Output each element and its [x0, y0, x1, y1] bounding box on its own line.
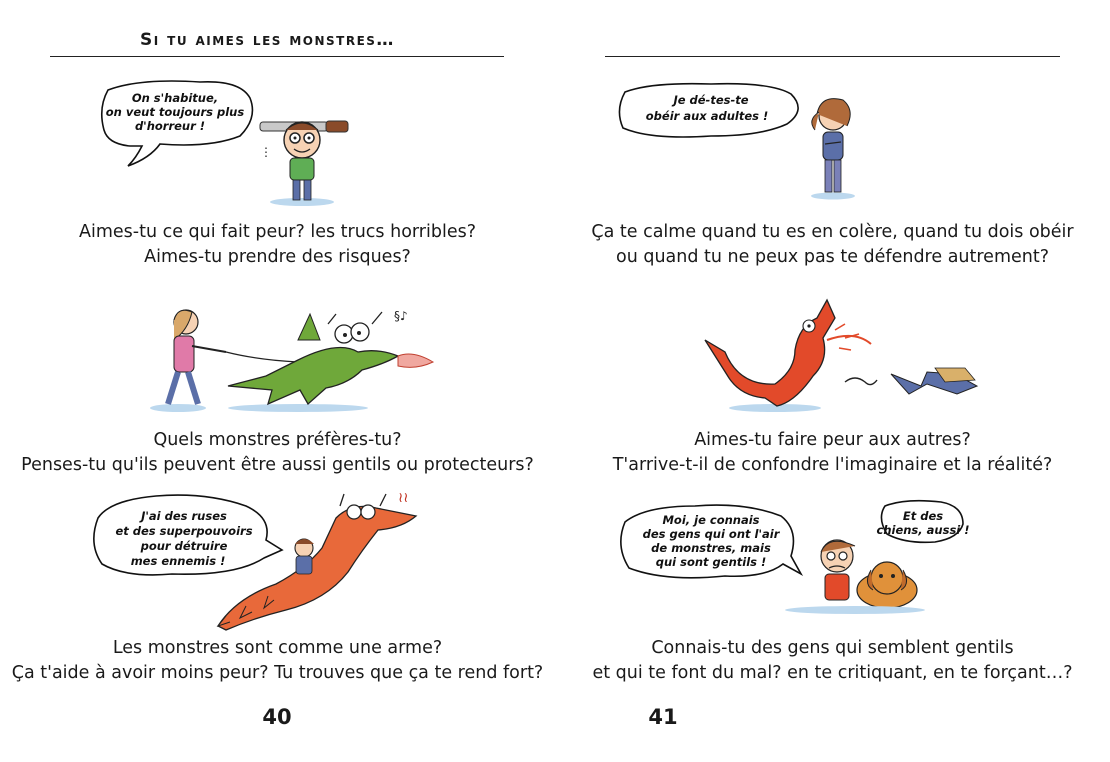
bubble-line: pour détruire — [140, 539, 228, 553]
illustration-boy-knife — [90, 78, 350, 213]
bubble-line: obéir aux adultes ! — [645, 109, 769, 123]
svg-text:§♪: §♪ — [394, 309, 408, 323]
question-block — [555, 220, 1110, 270]
question-line: Aimes-tu faire peur aux autres? — [694, 430, 971, 450]
bubble-line: chiens, aussi ! — [876, 523, 970, 537]
bubble-line: et des superpouvoirs — [115, 524, 253, 538]
question-line: Connais-tu des gens qui semblent gentils — [651, 638, 1014, 658]
svg-text:⋮: ⋮ — [260, 145, 272, 159]
question-block — [0, 428, 555, 478]
question-line: Quels monstres préfères-tu? — [153, 430, 402, 450]
question-block — [555, 428, 1110, 478]
illustration-girl-green-dragon — [148, 300, 438, 420]
svg-text:≀≀: ≀≀ — [398, 490, 409, 506]
question-line: T'arrive-t-il de confondre l'imaginaire et la réalité? — [612, 455, 1053, 475]
question-line: et qui te font du mal? en te critiquant, en te forçant…? — [592, 663, 1073, 683]
bubble-line: mes ennemis ! — [130, 554, 226, 568]
page-number: 41 — [648, 705, 678, 729]
illustration-boy-red-dragon — [86, 488, 446, 633]
bubble-line: J'ai des ruses — [141, 509, 227, 523]
header-rule — [605, 56, 1060, 57]
question-line: ou quand tu ne peux pas te défendre autrement? — [615, 247, 1050, 267]
running-head: Si tu aimes les monstres… — [140, 30, 395, 50]
bubble-line: Et des — [902, 509, 944, 523]
bubble-line: d'horreur ! — [134, 119, 206, 133]
question-line: Ça te calme quand tu es en colère, quand tu dois obéir — [591, 222, 1074, 242]
question-line: Aimes-tu ce qui fait peur? les trucs horribles? — [79, 222, 476, 242]
question-block — [555, 636, 1110, 686]
bubble-line: des gens qui ont l'air — [642, 527, 780, 541]
bubble-line: qui sont gentils ! — [655, 555, 767, 569]
bubble-line: de monstres, mais — [651, 541, 771, 555]
illustration-boy-and-dog — [615, 498, 1015, 628]
question-block — [0, 220, 555, 270]
question-line: Penses-tu qu'ils peuvent être aussi gentils ou protecteurs? — [21, 455, 534, 475]
page-number: 40 — [262, 705, 292, 729]
illustration-angry-girl — [611, 80, 931, 205]
illustration-red-dragon-scaring — [695, 290, 995, 420]
question-line: Aimes-tu prendre des risques? — [144, 247, 411, 267]
question-line: Ça t'aide à avoir moins peur? Tu trouves que ça te rend fort? — [11, 663, 544, 683]
header-rule — [50, 56, 504, 57]
bubble-line: Je dé-tes-te — [673, 93, 749, 107]
bubble-line: on veut toujours plus — [105, 105, 245, 119]
right-page — [555, 0, 1110, 762]
bubble-line: On s'habitue, — [131, 91, 219, 105]
question-line: Les monstres sont comme une arme? — [112, 638, 443, 658]
bubble-line: Moi, je connais — [662, 513, 760, 527]
question-block — [0, 636, 555, 686]
